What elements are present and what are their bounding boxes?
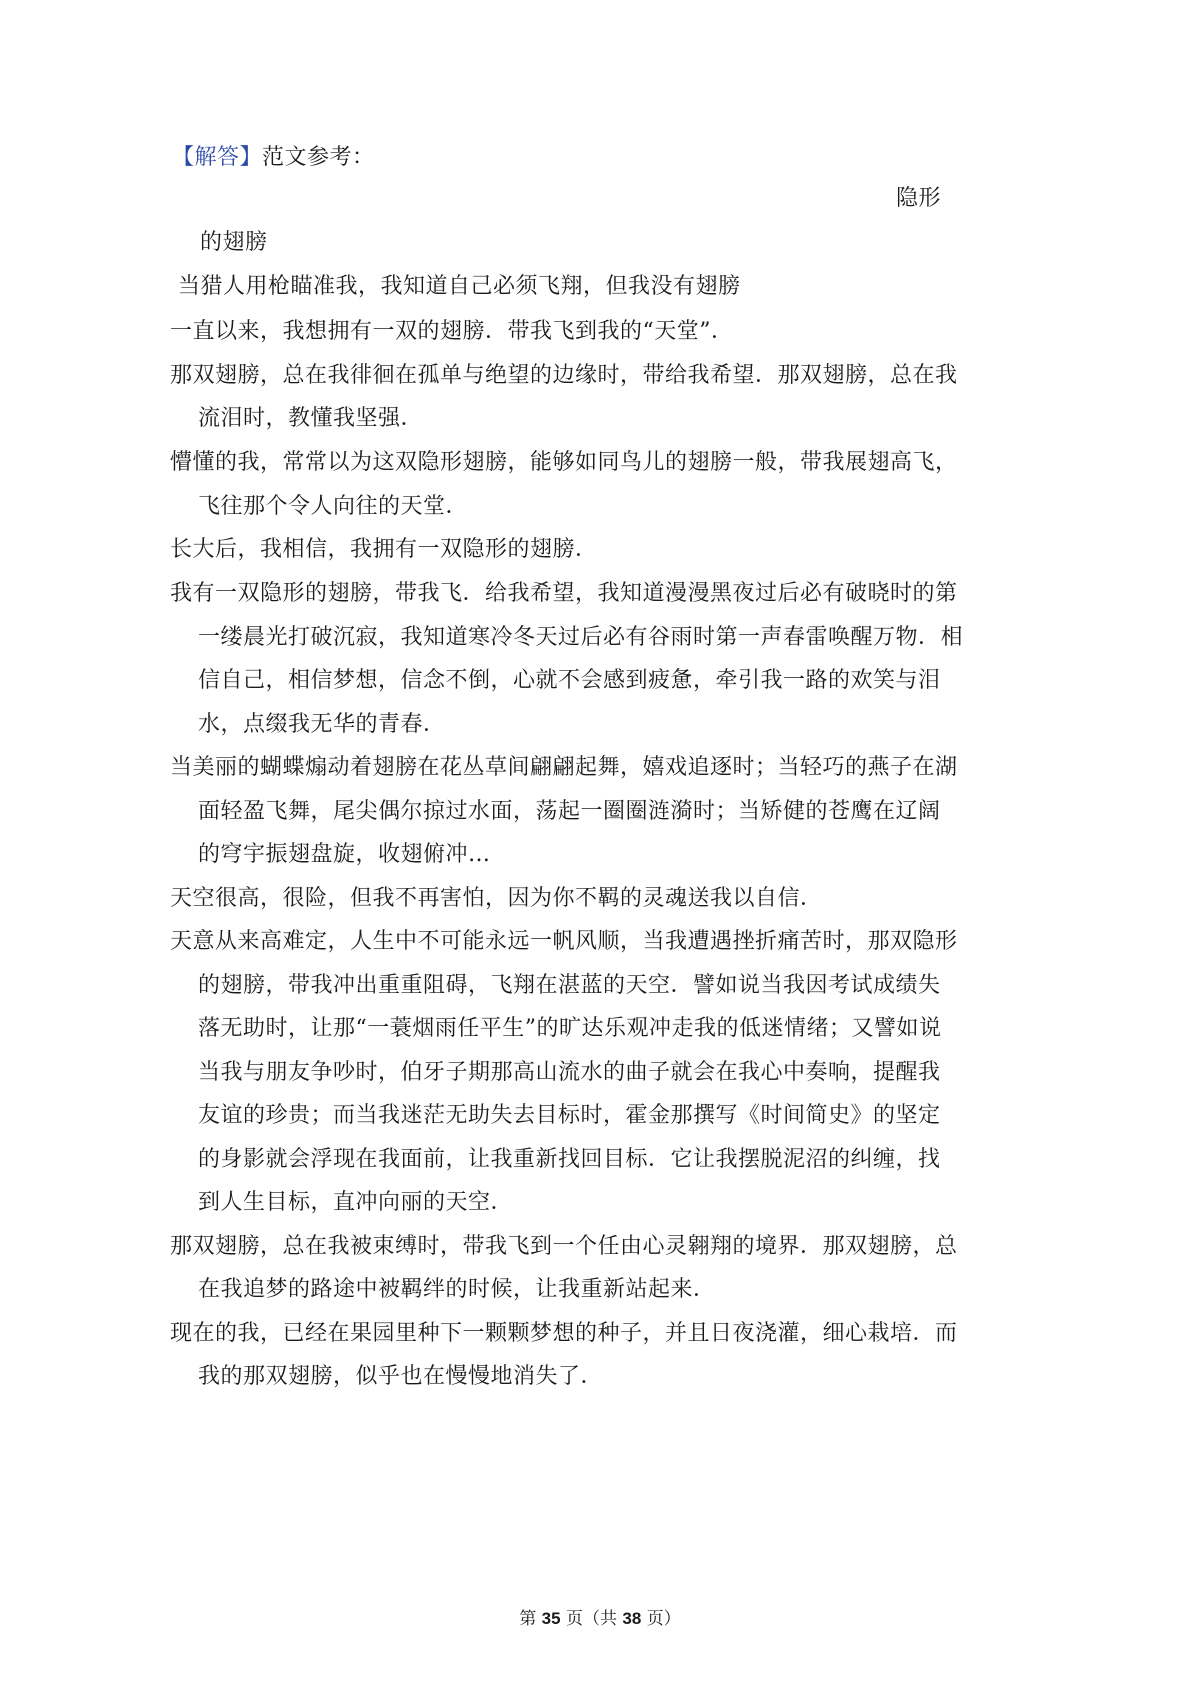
- paragraph-line: 长大后，我相信，我拥有一双隐形的翅膀．: [170, 537, 598, 562]
- paragraph-line: 的身影就会浮现在我面前，让我重新找回目标．它让我摆脱泥沼的纠缠，找: [198, 1147, 941, 1172]
- current-page-number: 35: [541, 1609, 561, 1628]
- paragraph-line: 那双翅膀，总在我被束缚时，带我飞到一个任由心灵翱翔的境界．那双翅膀，总: [170, 1234, 958, 1259]
- footer-prefix: 第: [519, 1609, 537, 1629]
- paragraph-line: 流泪时，教懂我坚强．: [198, 406, 424, 431]
- answer-heading: [172, 143, 375, 173]
- paragraph-line: 天意从来高难定，人生中不可能永远一帆风顺，当我遭遇挫折痛苦时，那双隐形: [170, 929, 958, 954]
- paragraph-line: 飞往那个令人向往的天堂．: [198, 494, 469, 519]
- paragraph-line: 信自己，相信梦想，信念不倒，心就不会感到疲惫，牵引我一路的欢笑与泪: [198, 668, 941, 693]
- essay-title-part1: 隐形: [896, 186, 942, 211]
- paragraph-line: 当我与朋友争吵时，伯牙子期那高山流水的曲子就会在我心中奏响，提醒我: [198, 1060, 941, 1085]
- total-page-number: 38: [622, 1609, 642, 1628]
- paragraph-line: 一直以来，我想拥有一双的翅膀．带我飞到我的“天堂”．: [170, 319, 734, 344]
- paragraph-line: 的穹宇振翅盘旋，收翅俯冲…: [198, 842, 491, 867]
- footer-suffix: 页）: [646, 1609, 681, 1629]
- paragraph-line: 落无助时，让那“一蓑烟雨任平生”的旷达乐观冲走我的低迷情绪；又譬如说: [198, 1016, 942, 1041]
- paragraph-line: 面轻盈飞舞，尾尖偶尔掠过水面，荡起一圈圈涟漪时；当矫健的苍鹰在辽阔: [198, 799, 941, 824]
- answer-intro: 范文参考：: [262, 145, 375, 170]
- paragraph-line: 水，点缀我无华的青春．: [198, 712, 446, 737]
- paragraph-line: 到人生目标，直冲向丽的天空．: [198, 1190, 514, 1215]
- essay-title-part2: 的翅膀: [200, 230, 268, 255]
- paragraph-line: 一缕晨光打破沉寂，我知道寒冷冬天过后必有谷雨时第一声春雷唤醒万物．相: [198, 625, 964, 650]
- paragraph-line: 友谊的珍贵；而当我迷茫无助失去目标时，霍金那撰写《时间简史》的坚定: [198, 1103, 941, 1128]
- paragraph-line: 天空很高，很险，但我不再害怕，因为你不羁的灵魂送我以自信．: [170, 886, 823, 911]
- page-footer: [0, 1607, 1200, 1631]
- paragraph-line: 当猎人用枪瞄准我，我知道自己必须飞翔，但我没有翅膀: [178, 274, 741, 299]
- paragraph-line: 那双翅膀，总在我徘徊在孤单与绝望的边缘时，带给我希望．那双翅膀，总在我: [170, 363, 958, 388]
- footer-middle: 页（共: [566, 1609, 617, 1629]
- answer-label: 【解答】: [172, 145, 263, 170]
- paragraph-line: 在我追梦的路途中被羁绊的时候，让我重新站起来．: [198, 1277, 716, 1302]
- paragraph-line: 的翅膀，带我冲出重重阻碍，飞翔在湛蓝的天空．譬如说当我因考试成绩失: [198, 973, 941, 998]
- paragraph-line: 现在的我，已经在果园里种下一颗颗梦想的种子，并且日夜浇灌，细心栽培．而: [170, 1321, 958, 1346]
- paragraph-line: 当美丽的蝴蝶煽动着翅膀在花丛草间翩翩起舞，嬉戏追逐时；当轻巧的燕子在湖: [170, 755, 958, 780]
- paragraph-line: 我有一双隐形的翅膀，带我飞．给我希望，我知道漫漫黑夜过后必有破晓时的第: [170, 581, 958, 606]
- paragraph-line: 懵懂的我，常常以为这双隐形翅膀，能够如同鸟儿的翅膀一般，带我展翅高飞，: [170, 450, 958, 475]
- paragraph-line: 我的那双翅膀，似乎也在慢慢地消失了．: [198, 1364, 604, 1389]
